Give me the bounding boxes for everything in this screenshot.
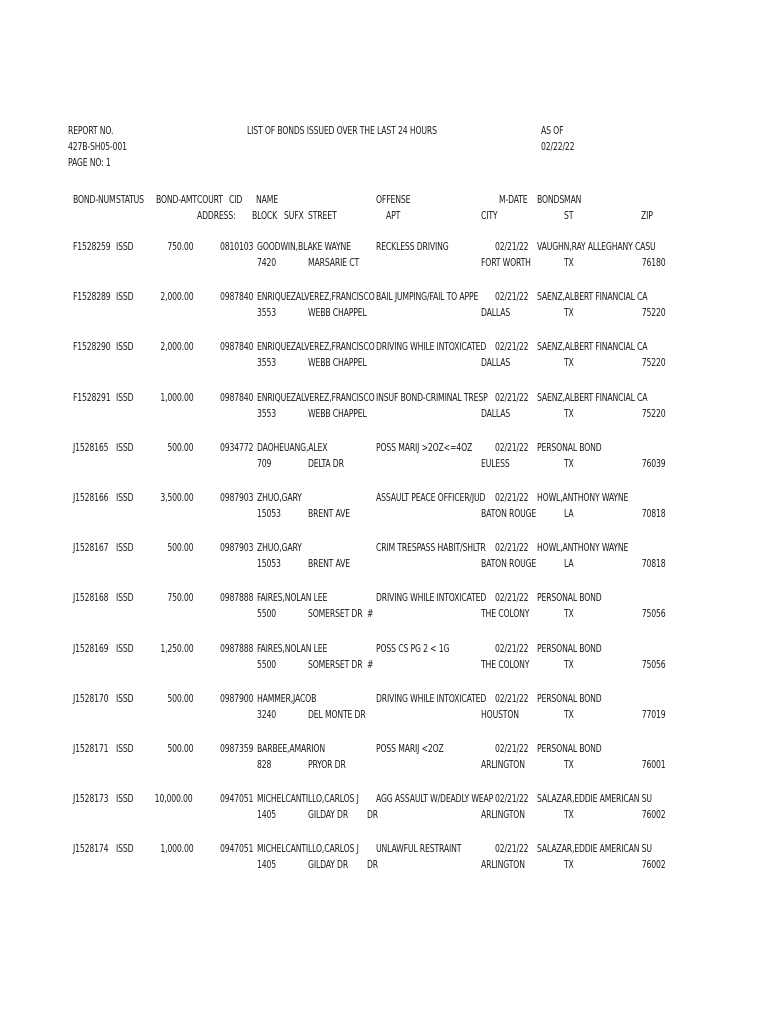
status: ISSD — [116, 491, 134, 504]
address-city: THE COLONY — [481, 658, 530, 671]
court-cid: 0987840 — [220, 340, 254, 353]
col-bond-num: BOND-NUM — [73, 193, 116, 206]
address-state: TX — [564, 356, 574, 369]
court-cid: 0987359 — [220, 742, 254, 755]
address-state: TX — [564, 256, 574, 269]
status: ISSD — [116, 290, 134, 303]
m-date: 02/21/22 — [495, 541, 529, 554]
col-court: COURT — [197, 193, 223, 206]
m-date: 02/21/22 — [495, 792, 529, 805]
court-cid: 0987900 — [220, 692, 254, 705]
status: ISSD — [116, 642, 134, 655]
address-city: ARLINGTON — [481, 758, 525, 771]
bond-amount: 750.00 — [166, 591, 193, 604]
address-block: 3240 — [257, 708, 277, 721]
bond-amount: 1,250.00 — [159, 642, 193, 655]
address-apt: DR — [367, 858, 379, 871]
address-block: 15053 — [257, 557, 281, 570]
court-cid: 0934772 — [220, 441, 254, 454]
col-sufx: SUFX — [284, 209, 304, 222]
address-state: TX — [564, 758, 574, 771]
defendant-name: ENRIQUEZALVEREZ,FRANCISCO — [257, 340, 375, 353]
bond-record — [0, 340, 770, 380]
m-date: 02/21/22 — [495, 290, 529, 303]
address-block: 5500 — [257, 658, 277, 671]
address-street: SOMERSET DR — [308, 607, 363, 620]
address-city: THE COLONY — [481, 607, 530, 620]
address-city: DALLAS — [481, 407, 511, 420]
m-date: 02/21/22 — [495, 842, 529, 855]
address-city: DALLAS — [481, 356, 511, 369]
address-city: ARLINGTON — [481, 808, 525, 821]
court-cid: 0810103 — [220, 240, 254, 253]
court-cid: 0987840 — [220, 391, 254, 404]
address-street: WEBB CHAPPEL — [308, 407, 367, 420]
address-zip: 76039 — [641, 457, 665, 470]
address-street: WEBB CHAPPEL — [308, 306, 367, 319]
bondsman: HOWL,ANTHONY WAYNE — [537, 491, 629, 504]
col-m-date: M-DATE — [499, 193, 528, 206]
address-state: TX — [564, 407, 574, 420]
bondsman: PERSONAL BOND — [537, 692, 602, 705]
bond-amount: 500.00 — [166, 742, 193, 755]
bond-record — [0, 441, 770, 481]
defendant-name: DAOHEUANG,ALEX — [257, 441, 328, 454]
court-cid: 0987903 — [220, 491, 254, 504]
report-no: 427B-SH05-001 — [68, 140, 127, 153]
bond-number: F1528259 — [73, 240, 111, 253]
bond-number: J1528169 — [73, 642, 109, 655]
report-no-label: REPORT NO. — [68, 124, 114, 137]
bond-number: F1528291 — [73, 391, 111, 404]
m-date: 02/21/22 — [495, 441, 529, 454]
status: ISSD — [116, 692, 134, 705]
offense: POSS MARIJ >2OZ<=4OZ — [376, 441, 473, 454]
bond-number: J1528167 — [73, 541, 109, 554]
bond-amount: 2,000.00 — [159, 340, 193, 353]
col-bondsman: BONDSMAN — [537, 193, 582, 206]
address-city: BATON ROUGE — [481, 507, 537, 520]
offense: UNLAWFUL RESTRAINT — [376, 842, 462, 855]
address-zip: 75056 — [641, 658, 665, 671]
offense: DRIVING WHILE INTOXICATED — [376, 692, 487, 705]
address-state: TX — [564, 457, 574, 470]
bond-amount: 500.00 — [166, 441, 193, 454]
col-status: STATUS — [116, 193, 144, 206]
offense: DRIVING WHILE INTOXICATED — [376, 340, 487, 353]
bond-amount: 1,000.00 — [159, 842, 193, 855]
defendant-name: ENRIQUEZALVEREZ,FRANCISCO — [257, 290, 375, 303]
address-zip: 75220 — [641, 306, 665, 319]
address-state: LA — [564, 557, 574, 570]
bond-amount: 500.00 — [166, 692, 193, 705]
status: ISSD — [116, 842, 134, 855]
m-date: 02/21/22 — [495, 692, 529, 705]
col-offense: OFFENSE — [376, 193, 411, 206]
address-block: 3553 — [257, 306, 277, 319]
status: ISSD — [116, 340, 134, 353]
bond-number: J1528166 — [73, 491, 109, 504]
bondsman: SALAZAR,EDDIE AMERICAN SU — [537, 792, 652, 805]
address-state: TX — [564, 808, 574, 821]
status: ISSD — [116, 742, 134, 755]
address-zip: 76002 — [641, 858, 665, 871]
address-block: 15053 — [257, 507, 281, 520]
address-street: WEBB CHAPPEL — [308, 356, 367, 369]
bond-record — [0, 591, 770, 631]
address-street: BRENT AVE — [308, 507, 350, 520]
col-address: ADDRESS: — [197, 209, 236, 222]
col-apt: APT — [386, 209, 401, 222]
bond-number: J1528170 — [73, 692, 109, 705]
offense: DRIVING WHILE INTOXICATED — [376, 591, 487, 604]
m-date: 02/21/22 — [495, 742, 529, 755]
status: ISSD — [116, 792, 134, 805]
defendant-name: FAIRES,NOLAN LEE — [257, 591, 328, 604]
bondsman: PERSONAL BOND — [537, 742, 602, 755]
address-zip: 76001 — [641, 758, 665, 771]
address-city: FORT WORTH — [481, 256, 531, 269]
offense: INSUF BOND-CRIMINAL TRESP — [376, 391, 488, 404]
address-zip: 70818 — [641, 557, 665, 570]
status: ISSD — [116, 541, 134, 554]
address-state: LA — [564, 507, 574, 520]
col-bond-amt: BOND-AMT — [156, 193, 197, 206]
address-street: DELTA DR — [308, 457, 344, 470]
bond-record — [0, 391, 770, 431]
bondsman: SAENZ,ALBERT FINANCIAL CA — [537, 340, 648, 353]
col-cid: CID — [229, 193, 243, 206]
m-date: 02/21/22 — [495, 240, 529, 253]
address-zip: 75220 — [641, 356, 665, 369]
bond-amount: 750.00 — [166, 240, 193, 253]
status: ISSD — [116, 441, 134, 454]
m-date: 02/21/22 — [495, 340, 529, 353]
bond-amount: 500.00 — [166, 541, 193, 554]
address-zip: 77019 — [641, 708, 665, 721]
address-street: MARSARIE CT — [308, 256, 360, 269]
page-number: PAGE NO: 1 — [68, 156, 111, 169]
address-block: 1405 — [257, 858, 277, 871]
court-cid: 0947051 — [220, 842, 254, 855]
bondsman: SAENZ,ALBERT FINANCIAL CA — [537, 290, 648, 303]
bondsman: SAENZ,ALBERT FINANCIAL CA — [537, 391, 648, 404]
address-block: 1405 — [257, 808, 277, 821]
bond-record — [0, 240, 770, 280]
as-of-date: 02/22/22 — [541, 140, 575, 153]
bond-number: J1528174 — [73, 842, 109, 855]
address-city: DALLAS — [481, 306, 511, 319]
address-state: TX — [564, 658, 574, 671]
col-block: BLOCK — [252, 209, 278, 222]
address-street: DEL MONTE DR — [308, 708, 366, 721]
m-date: 02/21/22 — [495, 491, 529, 504]
defendant-name: MICHELCANTILLO,CARLOS J — [257, 792, 359, 805]
bondsman: SALAZAR,EDDIE AMERICAN SU — [537, 842, 652, 855]
status: ISSD — [116, 240, 134, 253]
offense: RECKLESS DRIVING — [376, 240, 449, 253]
bond-record — [0, 842, 770, 882]
bond-record — [0, 742, 770, 782]
bond-record — [0, 692, 770, 732]
bondsman: PERSONAL BOND — [537, 441, 602, 454]
address-street: PRYOR DR — [308, 758, 346, 771]
address-apt: DR — [367, 808, 379, 821]
status: ISSD — [116, 391, 134, 404]
bond-record — [0, 290, 770, 330]
bond-number: F1528290 — [73, 340, 111, 353]
bondsman: PERSONAL BOND — [537, 591, 602, 604]
m-date: 02/21/22 — [495, 591, 529, 604]
m-date: 02/21/22 — [495, 391, 529, 404]
address-block: 7420 — [257, 256, 277, 269]
defendant-name: ENRIQUEZALVEREZ,FRANCISCO — [257, 391, 375, 404]
bond-number: J1528168 — [73, 591, 109, 604]
bond-number: J1528173 — [73, 792, 109, 805]
bond-number: J1528171 — [73, 742, 109, 755]
address-city: BATON ROUGE — [481, 557, 537, 570]
report-title: LIST OF BONDS ISSUED OVER THE LAST 24 HOURS — [247, 124, 437, 137]
bond-amount: 3,500.00 — [159, 491, 193, 504]
col-st: ST — [564, 209, 574, 222]
bond-record — [0, 642, 770, 682]
address-block: 828 — [257, 758, 272, 771]
court-cid: 0987888 — [220, 591, 254, 604]
address-apt: # — [367, 607, 374, 620]
address-state: TX — [564, 607, 574, 620]
address-zip: 76002 — [641, 808, 665, 821]
offense: POSS MARIJ <2OZ — [376, 742, 444, 755]
defendant-name: BARBEE,AMARION — [257, 742, 325, 755]
defendant-name: ZHUO,GARY — [257, 541, 302, 554]
status: ISSD — [116, 591, 134, 604]
address-zip: 75056 — [641, 607, 665, 620]
address-state: TX — [564, 858, 574, 871]
offense: BAIL JUMPING/FAIL TO APPE — [376, 290, 479, 303]
defendant-name: FAIRES,NOLAN LEE — [257, 642, 328, 655]
address-city: HOUSTON — [481, 708, 519, 721]
address-block: 709 — [257, 457, 272, 470]
court-cid: 0987903 — [220, 541, 254, 554]
offense: ASSAULT PEACE OFFICER/JUD — [376, 491, 486, 504]
col-street: STREET — [308, 209, 337, 222]
offense: CRIM TRESPASS HABIT/SHLTR — [376, 541, 486, 554]
address-block: 5500 — [257, 607, 277, 620]
address-zip: 70818 — [641, 507, 665, 520]
address-state: TX — [564, 306, 574, 319]
col-city: CITY — [481, 209, 498, 222]
defendant-name: HAMMER,JACOB — [257, 692, 317, 705]
bond-record — [0, 541, 770, 581]
address-city: ARLINGTON — [481, 858, 525, 871]
col-name: NAME — [256, 193, 278, 206]
defendant-name: ZHUO,GARY — [257, 491, 302, 504]
court-cid: 0987888 — [220, 642, 254, 655]
court-cid: 0947051 — [220, 792, 254, 805]
bond-record — [0, 792, 770, 832]
address-block: 3553 — [257, 407, 277, 420]
address-street: SOMERSET DR — [308, 658, 363, 671]
defendant-name: MICHELCANTILLO,CARLOS J — [257, 842, 359, 855]
address-zip: 75220 — [641, 407, 665, 420]
address-street: GILDAY DR — [308, 808, 349, 821]
bondsman: HOWL,ANTHONY WAYNE — [537, 541, 629, 554]
court-cid: 0987840 — [220, 290, 254, 303]
defendant-name: GOODWIN,BLAKE WAYNE — [257, 240, 351, 253]
bond-amount: 2,000.00 — [159, 290, 193, 303]
offense: AGG ASSAULT W/DEADLY WEAP — [376, 792, 494, 805]
address-state: TX — [564, 708, 574, 721]
bond-record — [0, 491, 770, 531]
bond-amount: 10,000.00 — [155, 792, 193, 805]
address-city: EULESS — [481, 457, 510, 470]
as-of-label: AS OF — [541, 124, 564, 137]
bond-number: F1528289 — [73, 290, 111, 303]
bond-amount: 1,000.00 — [159, 391, 193, 404]
bondsman: PERSONAL BOND — [537, 642, 602, 655]
address-apt: # — [367, 658, 374, 671]
address-street: BRENT AVE — [308, 557, 350, 570]
address-zip: 76180 — [641, 256, 665, 269]
address-street: GILDAY DR — [308, 858, 349, 871]
address-block: 3553 — [257, 356, 277, 369]
col-zip: ZIP — [641, 209, 653, 222]
offense: POSS CS PG 2 < 1G — [376, 642, 450, 655]
bond-number: J1528165 — [73, 441, 109, 454]
m-date: 02/21/22 — [495, 642, 529, 655]
bondsman: VAUGHN,RAY ALLEGHANY CASU — [537, 240, 656, 253]
